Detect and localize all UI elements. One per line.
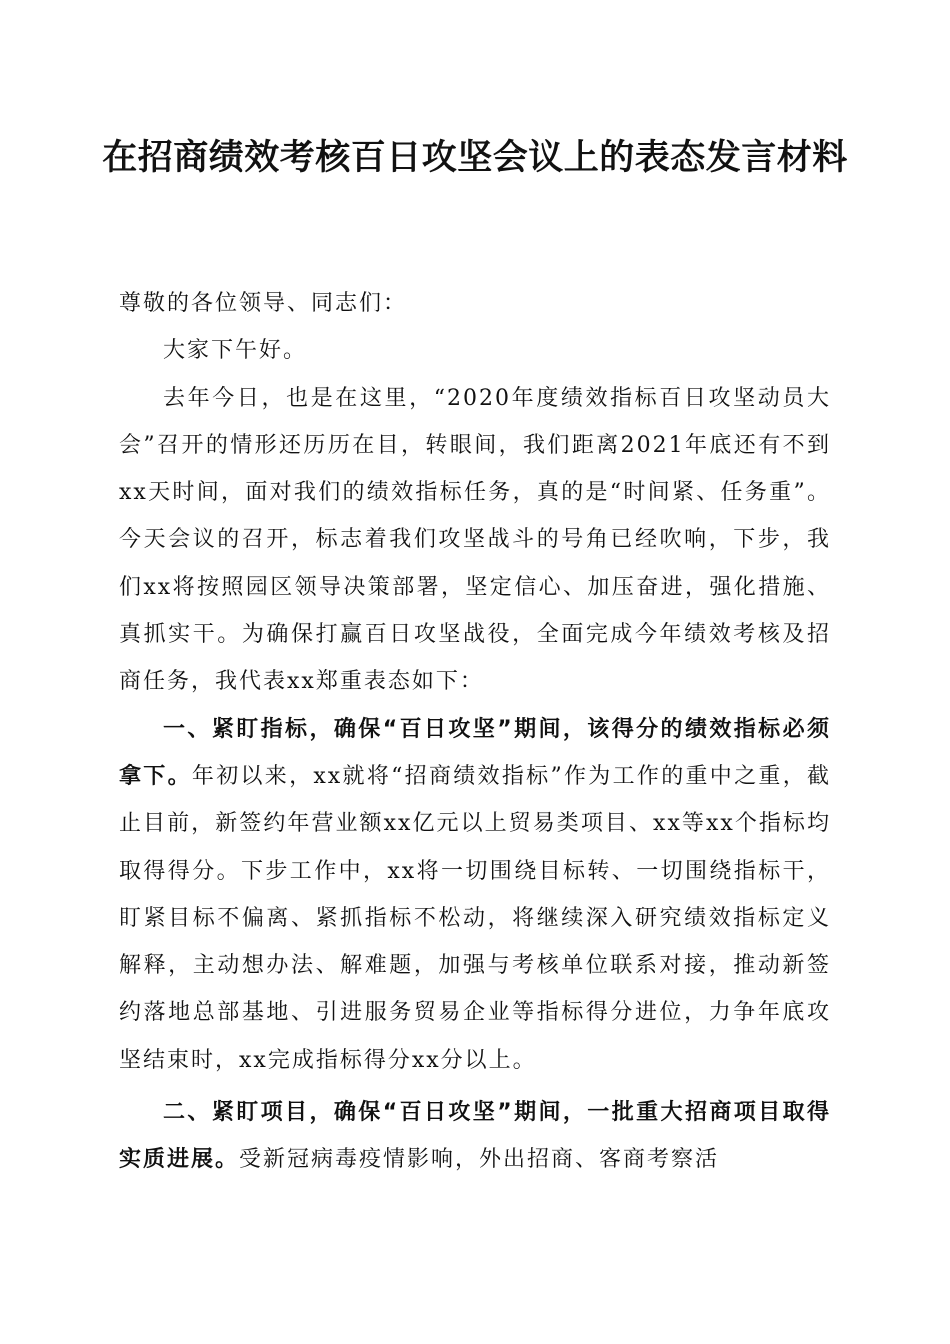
section-one-body: 年初以来，xx就将“招商绩效指标”作为工作的重中之重，截止目前，新签约年营业额xx亿元以上贸易类项目、xx等xx个指标均取得得分。下步工作中，xx将一切围绕目标转、一切围绕指标干，盯紧目标不偏离、紧抓指标不松动，将继续深入研究绩效指标定义解释，主动想办法、解难题，加强与考核单位联系对接，推动新签约落地总部基地、引进服务贸易企业等指标得分进位，力争年底攻坚结束时，xx完成指标得分xx分以上。 xyxy=(119,763,831,1073)
section-two-heading: 二、紧盯项目，确保“百日攻坚”期间，一批重大招商项目取得实质进展。 xyxy=(119,1100,831,1173)
intro-paragraph: 去年今日，也是在这里，“2020年度绩效指标百日攻坚动员大会”召开的情形还历历在目，转眼间，我们距离2021年底还有不到xx天时间，面对我们的绩效指标任务，真的是“时间紧、任务重”。今天会议的召开，标志着我们攻坚战斗的号角已经吹响，下步，我们xx将按照园区领导决策部署，坚定信心、加压奋进，强化措施、真抓实干。为确保打赢百日攻坚战役，全面完成今年绩效考核及招商任务，我代表xx郑重表态如下： xyxy=(119,385,831,695)
salutation: 尊敬的各位领导、同志们： xyxy=(119,291,408,316)
section-one-paragraph xyxy=(119,706,831,1084)
document-title: 在招商绩效考核百日攻坚会议上的表态发言材料 xyxy=(102,138,848,178)
section-two-paragraph xyxy=(119,1089,831,1184)
document-body xyxy=(119,280,831,1184)
greeting: 大家下午好。 xyxy=(163,338,308,364)
section-one-heading: 一、紧盯指标，确保“百日攻坚”期间，该得分的绩效指标必须拿下。 xyxy=(119,716,831,789)
section-two-body: 受新冠病毒疫情影响，外出招商、客商考察活 xyxy=(239,1147,720,1173)
